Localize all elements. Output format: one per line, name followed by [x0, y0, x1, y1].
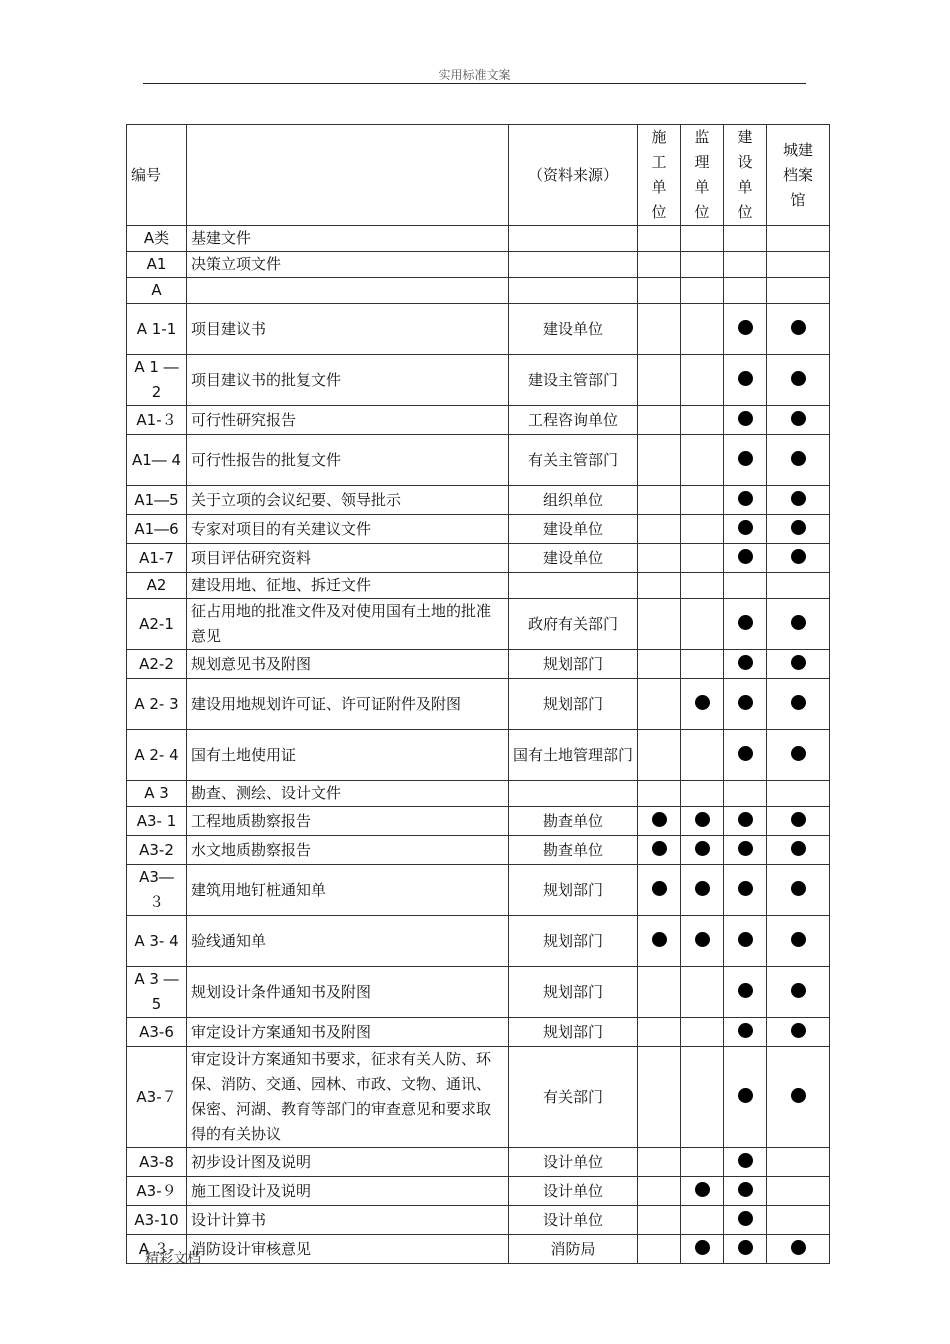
row-code: A1― 4 [127, 435, 187, 486]
archive-file-table [126, 124, 830, 1264]
row-source: 规划部门 [509, 679, 638, 730]
filled-circle-icon [695, 812, 710, 827]
mark-cell-archive [767, 650, 830, 679]
table-row [127, 967, 830, 1018]
mark-cell-construction [638, 278, 681, 304]
filled-circle-icon [652, 841, 667, 856]
mark-cell-construction [638, 679, 681, 730]
mark-cell-archive [767, 252, 830, 278]
mark-cell-owner [724, 599, 767, 650]
mark-cell-construction [638, 406, 681, 435]
table-row [127, 650, 830, 679]
table-row [127, 781, 830, 807]
mark-cell-owner [724, 406, 767, 435]
row-document-name: 建设用地、征地、拆迁文件 [187, 573, 509, 599]
mark-cell-archive [767, 1018, 830, 1047]
mark-cell-owner [724, 1148, 767, 1177]
mark-cell-supervision [681, 1148, 724, 1177]
mark-cell-supervision [681, 515, 724, 544]
mark-cell-owner [724, 252, 767, 278]
filled-circle-icon [791, 812, 806, 827]
mark-cell-archive [767, 1177, 830, 1206]
filled-circle-icon [791, 983, 806, 998]
row-source: 组织单位 [509, 486, 638, 515]
row-document-name: 关于立项的会议纪要、领导批示 [187, 486, 509, 515]
filled-circle-icon [791, 746, 806, 761]
row-source: 规划部门 [509, 916, 638, 967]
filled-circle-icon [791, 320, 806, 335]
row-code: A 3 [127, 781, 187, 807]
mark-cell-owner [724, 781, 767, 807]
mark-cell-supervision [681, 226, 724, 252]
mark-cell-supervision [681, 544, 724, 573]
table-row [127, 679, 830, 730]
row-document-name: 审定设计方案通知书及附图 [187, 1018, 509, 1047]
filled-circle-icon [738, 320, 753, 335]
table-row [127, 1177, 830, 1206]
row-source: 设计单位 [509, 1206, 638, 1235]
header-code: 编号 [127, 125, 187, 226]
mark-cell-supervision [681, 1047, 724, 1148]
mark-cell-archive [767, 599, 830, 650]
mark-cell-construction [638, 573, 681, 599]
row-document-name: 验线通知单 [187, 916, 509, 967]
filled-circle-icon [738, 1153, 753, 1168]
mark-cell-construction [638, 1235, 681, 1264]
row-code: A2-1 [127, 599, 187, 650]
row-source: 消防局 [509, 1235, 638, 1264]
row-document-name: 勘查、测绘、设计文件 [187, 781, 509, 807]
row-document-name: 建筑用地钉桩通知单 [187, 865, 509, 916]
mark-cell-owner [724, 226, 767, 252]
mark-cell-supervision [681, 304, 724, 355]
mark-cell-supervision [681, 1206, 724, 1235]
filled-circle-icon [695, 881, 710, 896]
filled-circle-icon [695, 841, 710, 856]
mark-cell-construction [638, 916, 681, 967]
row-document-name: 工程地质勘察报告 [187, 807, 509, 836]
row-source: 规划部门 [509, 967, 638, 1018]
mark-cell-archive [767, 1206, 830, 1235]
table-row [127, 278, 830, 304]
table-row [127, 807, 830, 836]
mark-cell-archive [767, 730, 830, 781]
mark-cell-construction [638, 781, 681, 807]
filled-circle-icon [791, 371, 806, 386]
row-document-name: 规划设计条件通知书及附图 [187, 967, 509, 1018]
header-unit-construction: 施工单位 [638, 125, 681, 226]
row-code: A 2- 3 [127, 679, 187, 730]
header-unit-owner: 建设单位 [724, 125, 767, 226]
mark-cell-supervision [681, 252, 724, 278]
mark-cell-construction [638, 599, 681, 650]
mark-cell-supervision [681, 967, 724, 1018]
mark-cell-archive [767, 916, 830, 967]
mark-cell-supervision [681, 781, 724, 807]
mark-cell-archive [767, 304, 830, 355]
mark-cell-supervision [681, 916, 724, 967]
filled-circle-icon [738, 932, 753, 947]
mark-cell-archive [767, 836, 830, 865]
header-rule [143, 83, 806, 84]
filled-circle-icon [791, 655, 806, 670]
mark-cell-archive [767, 679, 830, 730]
row-document-name: 初步设计图及说明 [187, 1148, 509, 1177]
mark-cell-owner [724, 355, 767, 406]
row-document-name: 可行性报告的批复文件 [187, 435, 509, 486]
row-source: 规划部门 [509, 650, 638, 679]
mark-cell-archive [767, 544, 830, 573]
mark-cell-supervision [681, 679, 724, 730]
mark-cell-owner [724, 730, 767, 781]
mark-cell-owner [724, 807, 767, 836]
mark-cell-owner [724, 515, 767, 544]
filled-circle-icon [652, 881, 667, 896]
mark-cell-construction [638, 515, 681, 544]
filled-circle-icon [791, 932, 806, 947]
row-code: A3- 1 [127, 807, 187, 836]
page-footer: 精彩文档 [145, 1251, 201, 1267]
table-row [127, 1235, 830, 1264]
mark-cell-archive [767, 515, 830, 544]
mark-cell-archive [767, 967, 830, 1018]
row-code: A1-３ [127, 406, 187, 435]
mark-cell-owner [724, 1206, 767, 1235]
mark-cell-archive [767, 226, 830, 252]
mark-cell-supervision [681, 435, 724, 486]
filled-circle-icon [791, 1240, 806, 1255]
row-document-name: 施工图设计及说明 [187, 1177, 509, 1206]
mark-cell-supervision [681, 730, 724, 781]
header-source: （资料来源） [509, 125, 638, 226]
row-code: A1―5 [127, 486, 187, 515]
table-row [127, 406, 830, 435]
row-code: A3― ３ [127, 865, 187, 916]
row-source: 规划部门 [509, 1018, 638, 1047]
row-source: 设计单位 [509, 1148, 638, 1177]
row-document-name: 专家对项目的有关建议文件 [187, 515, 509, 544]
row-source: 勘查单位 [509, 836, 638, 865]
row-code: A3-10 [127, 1206, 187, 1235]
filled-circle-icon [738, 1182, 753, 1197]
mark-cell-owner [724, 573, 767, 599]
mark-cell-construction [638, 486, 681, 515]
filled-circle-icon [738, 1088, 753, 1103]
mark-cell-construction [638, 252, 681, 278]
row-document-name: 征占用地的批准文件及对使用国有土地的批准意见 [187, 599, 509, 650]
row-code: A 1 ―2 [127, 355, 187, 406]
filled-circle-icon [738, 491, 753, 506]
table-row [127, 486, 830, 515]
row-source: 设计单位 [509, 1177, 638, 1206]
mark-cell-construction [638, 304, 681, 355]
header-unit-archive: 城建档案馆 [767, 125, 830, 226]
mark-cell-owner [724, 916, 767, 967]
row-source: 有关主管部门 [509, 435, 638, 486]
row-source: 规划部门 [509, 865, 638, 916]
filled-circle-icon [738, 1211, 753, 1226]
mark-cell-archive [767, 406, 830, 435]
filled-circle-icon [652, 932, 667, 947]
row-document-name: 消防设计审核意见 [187, 1235, 509, 1264]
row-document-name: 水文地质勘察报告 [187, 836, 509, 865]
mark-cell-owner [724, 1177, 767, 1206]
mark-cell-supervision [681, 807, 724, 836]
mark-cell-construction [638, 544, 681, 573]
row-code: A2 [127, 573, 187, 599]
table-row [127, 836, 830, 865]
row-code: A类 [127, 226, 187, 252]
mark-cell-archive [767, 1047, 830, 1148]
table-header-row [127, 125, 830, 226]
mark-cell-supervision [681, 1018, 724, 1047]
mark-cell-archive [767, 1235, 830, 1264]
filled-circle-icon [695, 1182, 710, 1197]
table-row [127, 304, 830, 355]
row-code: A 3- 4 [127, 916, 187, 967]
filled-circle-icon [738, 1023, 753, 1038]
mark-cell-owner [724, 1235, 767, 1264]
mark-cell-supervision [681, 865, 724, 916]
mark-cell-construction [638, 226, 681, 252]
mark-cell-archive [767, 486, 830, 515]
mark-cell-owner [724, 1047, 767, 1148]
mark-cell-archive [767, 781, 830, 807]
mark-cell-supervision [681, 355, 724, 406]
table-row [127, 1018, 830, 1047]
header-unit-supervision: 监理单位 [681, 125, 724, 226]
mark-cell-archive [767, 807, 830, 836]
row-source [509, 781, 638, 807]
row-source: 建设单位 [509, 304, 638, 355]
mark-cell-construction [638, 1018, 681, 1047]
table-row [127, 1148, 830, 1177]
filled-circle-icon [738, 695, 753, 710]
row-source: 工程咨询单位 [509, 406, 638, 435]
filled-circle-icon [791, 615, 806, 630]
row-source: 建设单位 [509, 544, 638, 573]
mark-cell-owner [724, 278, 767, 304]
mark-cell-owner [724, 865, 767, 916]
mark-cell-owner [724, 836, 767, 865]
row-document-name: 规划意见书及附图 [187, 650, 509, 679]
mark-cell-supervision [681, 1235, 724, 1264]
row-document-name: 可行性研究报告 [187, 406, 509, 435]
row-document-name: 项目评估研究资料 [187, 544, 509, 573]
mark-cell-construction [638, 1206, 681, 1235]
row-document-name: 建设用地规划许可证、许可证附件及附图 [187, 679, 509, 730]
table-row [127, 252, 830, 278]
mark-cell-construction [638, 435, 681, 486]
mark-cell-construction [638, 1148, 681, 1177]
table-row [127, 515, 830, 544]
mark-cell-archive [767, 278, 830, 304]
row-code: A2-2 [127, 650, 187, 679]
mark-cell-supervision [681, 573, 724, 599]
filled-circle-icon [738, 812, 753, 827]
table-row [127, 916, 830, 967]
mark-cell-owner [724, 1018, 767, 1047]
row-source [509, 226, 638, 252]
mark-cell-construction [638, 865, 681, 916]
filled-circle-icon [738, 371, 753, 386]
row-code: A ３- [127, 1235, 187, 1264]
row-code: A 3 ―5 [127, 967, 187, 1018]
mark-cell-construction [638, 807, 681, 836]
mark-cell-construction [638, 967, 681, 1018]
filled-circle-icon [738, 746, 753, 761]
mark-cell-supervision [681, 650, 724, 679]
filled-circle-icon [791, 549, 806, 564]
row-source [509, 573, 638, 599]
table-row [127, 1047, 830, 1148]
filled-circle-icon [791, 491, 806, 506]
row-source [509, 278, 638, 304]
table-row [127, 355, 830, 406]
row-code: A [127, 278, 187, 304]
row-code: A3-９ [127, 1177, 187, 1206]
mark-cell-archive [767, 573, 830, 599]
mark-cell-owner [724, 650, 767, 679]
filled-circle-icon [738, 615, 753, 630]
filled-circle-icon [791, 1088, 806, 1103]
table-row [127, 1206, 830, 1235]
row-document-name: 项目建议书 [187, 304, 509, 355]
row-code: A1-7 [127, 544, 187, 573]
row-source: 政府有关部门 [509, 599, 638, 650]
mark-cell-construction [638, 1047, 681, 1148]
table-row [127, 435, 830, 486]
filled-circle-icon [791, 520, 806, 535]
mark-cell-owner [724, 544, 767, 573]
mark-cell-supervision [681, 1177, 724, 1206]
row-source: 勘查单位 [509, 807, 638, 836]
filled-circle-icon [738, 549, 753, 564]
row-document-name: 审定设计方案通知书要求，征求有关人防、环保、消防、交通、园林、市政、文物、通讯、保密、河湖、教育等部门的审查意见和要求取得的有关协议 [187, 1047, 509, 1148]
row-document-name: 国有土地使用证 [187, 730, 509, 781]
mark-cell-supervision [681, 599, 724, 650]
table-row [127, 573, 830, 599]
mark-cell-construction [638, 730, 681, 781]
row-code: A3-７ [127, 1047, 187, 1148]
filled-circle-icon [695, 932, 710, 947]
row-code: A3-6 [127, 1018, 187, 1047]
table-row [127, 544, 830, 573]
filled-circle-icon [791, 451, 806, 466]
mark-cell-supervision [681, 836, 724, 865]
row-document-name [187, 278, 509, 304]
filled-circle-icon [738, 841, 753, 856]
row-code: A3-8 [127, 1148, 187, 1177]
row-source: 建设单位 [509, 515, 638, 544]
filled-circle-icon [791, 695, 806, 710]
filled-circle-icon [791, 411, 806, 426]
mark-cell-supervision [681, 278, 724, 304]
table-row [127, 226, 830, 252]
row-source: 建设主管部门 [509, 355, 638, 406]
mark-cell-archive [767, 435, 830, 486]
mark-cell-construction [638, 836, 681, 865]
row-source: 有关部门 [509, 1047, 638, 1148]
table-row [127, 865, 830, 916]
row-code: A3-2 [127, 836, 187, 865]
mark-cell-archive [767, 355, 830, 406]
header-name [187, 125, 509, 226]
mark-cell-archive [767, 1148, 830, 1177]
mark-cell-construction [638, 1177, 681, 1206]
table-row [127, 730, 830, 781]
row-source [509, 252, 638, 278]
mark-cell-supervision [681, 486, 724, 515]
filled-circle-icon [738, 1240, 753, 1255]
filled-circle-icon [652, 812, 667, 827]
filled-circle-icon [695, 695, 710, 710]
filled-circle-icon [738, 655, 753, 670]
mark-cell-archive [767, 865, 830, 916]
row-document-name: 项目建议书的批复文件 [187, 355, 509, 406]
page-header: 实用标准文案 [438, 68, 511, 82]
mark-cell-owner [724, 435, 767, 486]
filled-circle-icon [738, 983, 753, 998]
row-document-name: 决策立项文件 [187, 252, 509, 278]
filled-circle-icon [738, 451, 753, 466]
row-code: A1 [127, 252, 187, 278]
mark-cell-construction [638, 650, 681, 679]
mark-cell-owner [724, 679, 767, 730]
mark-cell-supervision [681, 406, 724, 435]
row-document-name: 基建文件 [187, 226, 509, 252]
mark-cell-construction [638, 355, 681, 406]
filled-circle-icon [791, 1023, 806, 1038]
filled-circle-icon [791, 841, 806, 856]
filled-circle-icon [695, 1240, 710, 1255]
row-source: 国有土地管理部门 [509, 730, 638, 781]
filled-circle-icon [738, 411, 753, 426]
row-code: A 1-1 [127, 304, 187, 355]
table-row [127, 599, 830, 650]
filled-circle-icon [738, 881, 753, 896]
mark-cell-owner [724, 304, 767, 355]
filled-circle-icon [791, 881, 806, 896]
row-document-name: 设计计算书 [187, 1206, 509, 1235]
mark-cell-owner [724, 967, 767, 1018]
filled-circle-icon [738, 520, 753, 535]
mark-cell-owner [724, 486, 767, 515]
row-code: A 2- 4 [127, 730, 187, 781]
row-code: A1―6 [127, 515, 187, 544]
